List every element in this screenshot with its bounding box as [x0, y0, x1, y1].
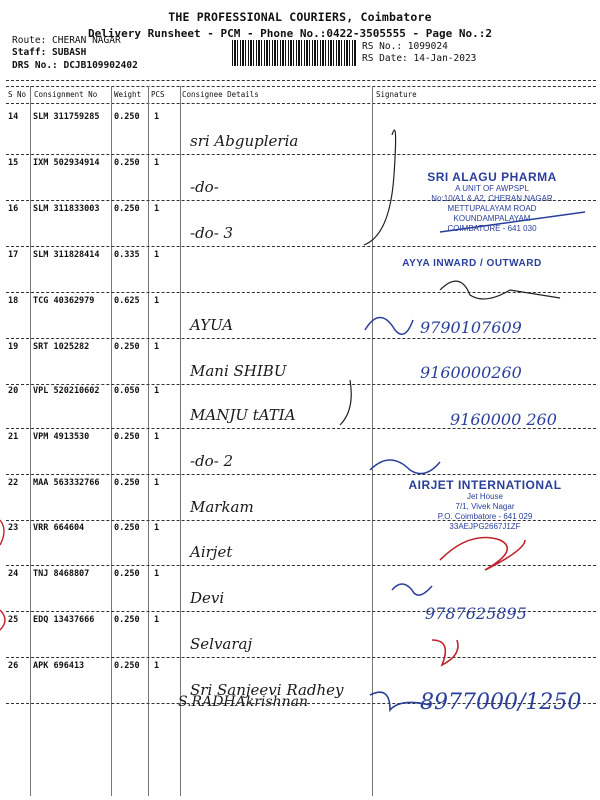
row-sno: 19: [8, 342, 19, 352]
col-signature: Signature: [376, 90, 417, 99]
handwritten-name: S.RADHAkrishnan: [178, 694, 308, 710]
row-sno: 24: [8, 569, 19, 579]
row-consignment: SLM 311759285: [33, 112, 100, 122]
scribble-stroke: [365, 318, 413, 335]
row-sno: 20: [8, 386, 19, 396]
scribble-stroke: [440, 281, 560, 299]
company-title: THE PROFESSIONAL COURIERS, Coimbatore: [168, 10, 432, 24]
row-weight: 0.250: [114, 615, 140, 625]
row-consignee-handwritten: Selvaraj: [190, 635, 253, 653]
row-pcs: 1: [154, 386, 160, 396]
stamp-line: 7/1, Vivek Nagar: [455, 502, 515, 511]
signature-phone: 9160000 260: [450, 410, 557, 429]
row-weight: 0.250: [114, 112, 140, 122]
row-pcs: 1: [154, 478, 160, 488]
row-consignee-handwritten: AYUA: [190, 316, 234, 334]
row-sno: 25: [8, 615, 19, 625]
row-weight: 0.250: [114, 342, 140, 352]
row-sno: 22: [8, 478, 19, 488]
row-consignment: TCG 40362979: [33, 296, 95, 306]
scribble-stroke: [0, 520, 4, 545]
row-consignment: VRR 664604: [33, 523, 85, 533]
stamp-line: COIMBATORE - 641 030: [447, 224, 537, 233]
row-weight: 0.250: [114, 569, 140, 579]
stamp-line: 33AEJPG2667J1ZF: [449, 522, 521, 531]
row-consignee-handwritten: -do- 3: [190, 224, 234, 242]
row-consignee-handwritten: -do- 2: [190, 452, 234, 470]
stamp-line: A UNIT OF AWPSPL: [455, 184, 529, 193]
row-consignee-handwritten: sri Abgupleria: [190, 132, 299, 150]
col-pcs: PCS: [151, 90, 165, 99]
staff-label: Staff: SUBASH: [12, 47, 87, 58]
signature-phone: 9790107609: [420, 318, 522, 337]
signature-phone: 9160000260: [420, 363, 522, 382]
row-weight: 0.250: [114, 523, 140, 533]
row-pcs: 1: [154, 250, 160, 260]
row-pcs: 1: [154, 296, 160, 306]
drs-number: DRS No.: DCJB109902402: [12, 60, 138, 71]
scribble-stroke: [0, 610, 5, 630]
row-consignment: EDQ 13437666: [33, 615, 95, 625]
col-consignment: Consignment No: [34, 90, 98, 99]
runsheet-title: Delivery Runsheet - PCM - Phone No.:0422-3505555 - Page No.:2: [88, 27, 492, 40]
row-consignee-handwritten: -do-: [190, 178, 219, 196]
row-consignment: TNJ 8468807: [33, 569, 90, 579]
signature-phone: 8977000/1250: [420, 690, 582, 715]
route-label: Route: CHERAN NAGAR: [12, 35, 121, 46]
row-consignment: MAA 563332766: [33, 478, 100, 488]
col-sno: S No: [8, 90, 27, 99]
row-pcs: 1: [154, 661, 160, 671]
scribble-stroke: [392, 584, 432, 595]
scribble-stroke: [432, 640, 458, 665]
rs-number: RS No.: 1099024: [362, 41, 448, 52]
row-sno: 15: [8, 158, 19, 168]
row-consignee-handwritten: Devi: [190, 589, 225, 607]
row-pcs: 1: [154, 342, 160, 352]
stamp-title: AIRJET INTERNATIONAL: [408, 478, 562, 492]
row-consignee-handwritten: Markam: [190, 498, 254, 516]
row-weight: 0.050: [114, 386, 140, 396]
row-consignee-handwritten: Airjet: [190, 543, 233, 561]
row-pcs: 1: [154, 112, 160, 122]
row-consignment: SLM 311828414: [33, 250, 100, 260]
row-pcs: 1: [154, 204, 160, 214]
stamp-line: Jet House: [466, 492, 504, 501]
scribble-stroke: [370, 692, 430, 710]
col-consignee: Consignee Details: [182, 90, 259, 99]
rs-date: RS Date: 14-Jan-2023: [362, 53, 477, 64]
row-weight: 0.250: [114, 432, 140, 442]
row-consignment: SLM 311833003: [33, 204, 100, 214]
row-pcs: 1: [154, 615, 160, 625]
row-sno: 26: [8, 661, 19, 671]
row-sno: 23: [8, 523, 19, 533]
row-sno: 14: [8, 112, 19, 122]
scribble-stroke: [364, 130, 396, 245]
stamp-title: SRI ALAGU PHARMA: [427, 170, 557, 184]
row-sno: 17: [8, 250, 19, 260]
row-weight: 0.250: [114, 204, 140, 214]
row-sno: 18: [8, 296, 19, 306]
row-weight: 0.250: [114, 661, 140, 671]
scribble-stroke: [340, 380, 351, 425]
row-sno: 16: [8, 204, 19, 214]
row-consignee-handwritten: Sri Sanjeevi Radhey: [190, 681, 344, 699]
row-weight: 0.335: [114, 250, 140, 260]
stamp-line: No:10/A1 & A2, CHERAN NAGAR: [431, 194, 553, 203]
row-consignment: VPM 4913530: [33, 432, 90, 442]
stamp-line: KOUNDAMPALAYAM: [453, 214, 531, 223]
scribble-stroke: [440, 538, 525, 571]
row-pcs: 1: [154, 158, 160, 168]
stamp-line: METTUPALAYAM ROAD: [447, 204, 537, 213]
col-weight: Weight: [114, 90, 142, 99]
row-pcs: 1: [154, 523, 160, 533]
row-consignment: SRT 1025282: [33, 342, 90, 352]
row-consignee-handwritten: Mani SHIBU: [190, 362, 287, 380]
row-consignment: IXM 502934914: [33, 158, 100, 168]
row-pcs: 1: [154, 569, 160, 579]
row-pcs: 1: [154, 432, 160, 442]
stamp-title: AYYA INWARD / OUTWARD: [402, 258, 542, 269]
row-consignment: VPL 520210602: [33, 386, 100, 396]
row-sno: 21: [8, 432, 19, 442]
row-weight: 0.625: [114, 296, 140, 306]
scribble-stroke: [440, 212, 585, 232]
scribble-stroke: [370, 460, 440, 474]
row-consignee-handwritten: MANJU tATIA: [190, 406, 296, 424]
signature-phone: 9787625895: [425, 604, 527, 623]
stamp-line: P.O. Coimbatore - 641 029: [437, 512, 533, 521]
row-weight: 0.250: [114, 478, 140, 488]
row-consignment: APK 696413: [33, 661, 85, 671]
row-weight: 0.250: [114, 158, 140, 168]
